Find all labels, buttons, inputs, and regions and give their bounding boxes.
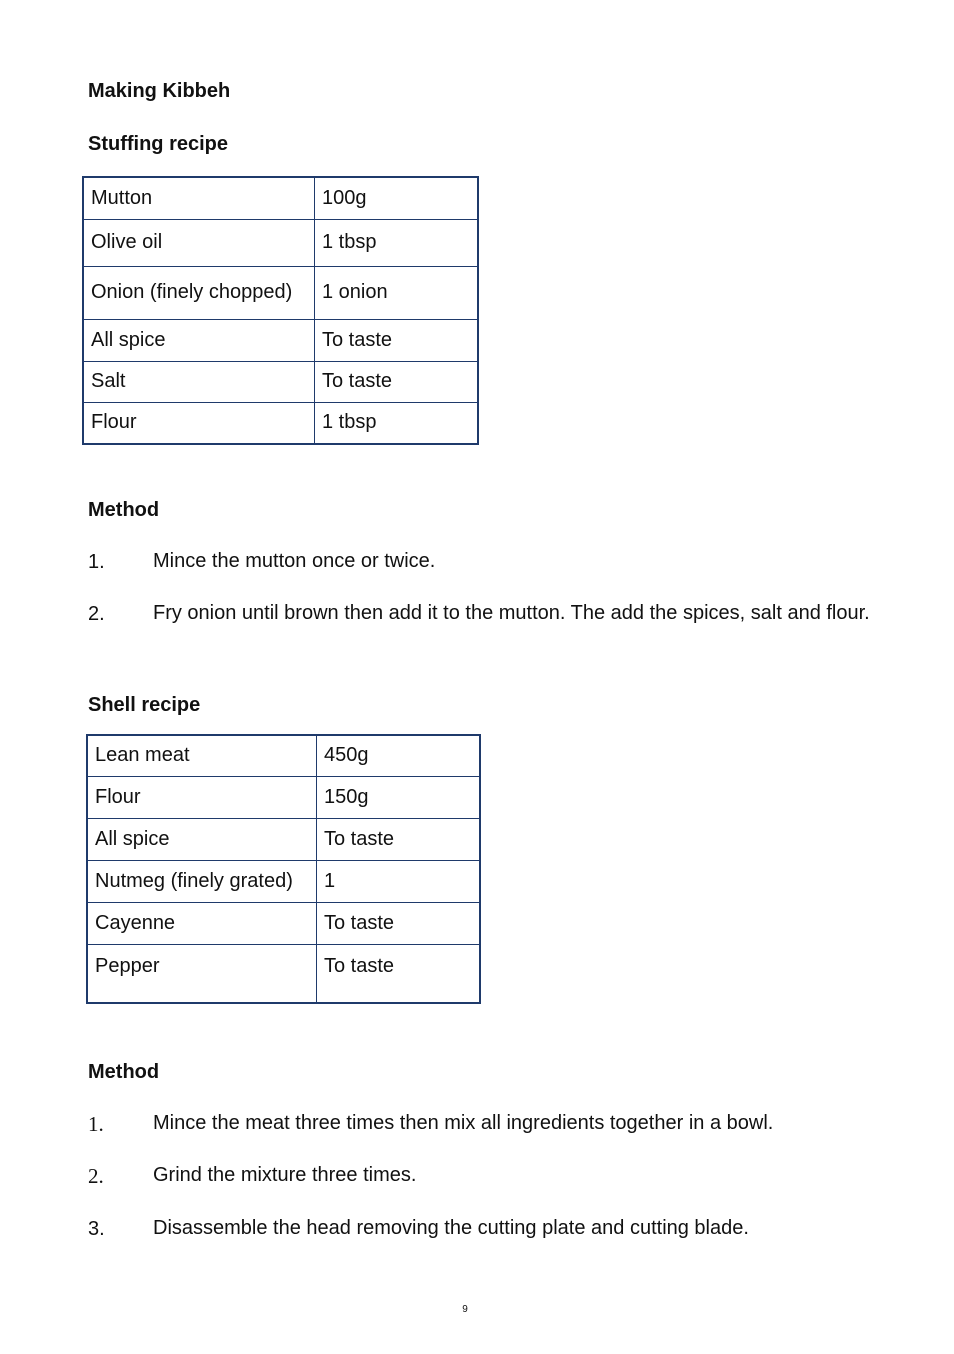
ingredient-amount: 450g xyxy=(317,735,481,776)
ingredient-amount: 150g xyxy=(317,776,481,818)
step-number: 1. xyxy=(88,551,105,573)
stuffing-heading: Stuffing recipe xyxy=(88,133,229,155)
page-number: 9 xyxy=(462,1304,468,1315)
table-row xyxy=(87,776,480,818)
ingredient-name: Cayenne xyxy=(87,902,317,944)
ingredient-amount: 1 tbsp xyxy=(315,219,479,266)
step-number: 3. xyxy=(88,1218,105,1240)
stuffing-table xyxy=(82,176,479,445)
ingredient-name: Mutton xyxy=(83,177,315,219)
shell-step-1: Mince the meat three times then mix all ingredients together in a bowl. xyxy=(153,1112,774,1134)
table-row xyxy=(83,177,478,219)
table-row xyxy=(87,944,480,1003)
ingredient-name: Olive oil xyxy=(83,219,315,266)
ingredient-amount: 100g xyxy=(315,177,479,219)
ingredient-name: Flour xyxy=(83,402,315,444)
ingredient-amount: 1 tbsp xyxy=(315,402,479,444)
shell-heading: Shell recipe xyxy=(88,694,201,716)
ingredient-name: Pepper xyxy=(87,944,317,1003)
step-number: 2. xyxy=(88,603,105,625)
table-row xyxy=(87,860,480,902)
ingredient-amount: To taste xyxy=(315,361,479,402)
shell-step-3: Disassemble the head removing the cutting plate and cutting blade. xyxy=(153,1217,749,1239)
table-row xyxy=(83,319,478,361)
ingredient-amount: To taste xyxy=(317,944,481,1003)
shell-step-2: Grind the mixture three times. xyxy=(153,1164,417,1186)
table-row xyxy=(83,361,478,402)
ingredient-name: Onion (finely chopped) xyxy=(83,266,315,319)
ingredient-name: Lean meat xyxy=(87,735,317,776)
ingredient-name: All spice xyxy=(83,319,315,361)
step-number: 1. xyxy=(88,1112,104,1136)
ingredient-amount: 1 onion xyxy=(315,266,479,319)
shell-method-heading: Method xyxy=(88,1061,160,1083)
stuffing-method-heading: Method xyxy=(88,499,160,521)
ingredient-amount: To taste xyxy=(317,818,481,860)
shell-table xyxy=(86,734,481,1004)
table-row xyxy=(87,818,480,860)
table-row xyxy=(83,219,478,266)
stuffing-step-1: Mince the mutton once or twice. xyxy=(153,550,436,572)
ingredient-name: All spice xyxy=(87,818,317,860)
ingredient-name: Flour xyxy=(87,776,317,818)
table-row xyxy=(87,735,480,776)
ingredient-amount: 1 xyxy=(317,860,481,902)
table-row xyxy=(87,902,480,944)
step-number: 2. xyxy=(88,1164,104,1188)
ingredient-amount: To taste xyxy=(317,902,481,944)
table-row xyxy=(83,266,478,319)
table-row xyxy=(83,402,478,444)
ingredient-amount: To taste xyxy=(315,319,479,361)
ingredient-name: Salt xyxy=(83,361,315,402)
ingredient-name: Nutmeg (finely grated) xyxy=(87,860,317,902)
page-title: Making Kibbeh xyxy=(88,80,231,102)
stuffing-step-2: Fry onion until brown then add it to the mutton. The add the spices, salt and flour. xyxy=(153,602,870,624)
